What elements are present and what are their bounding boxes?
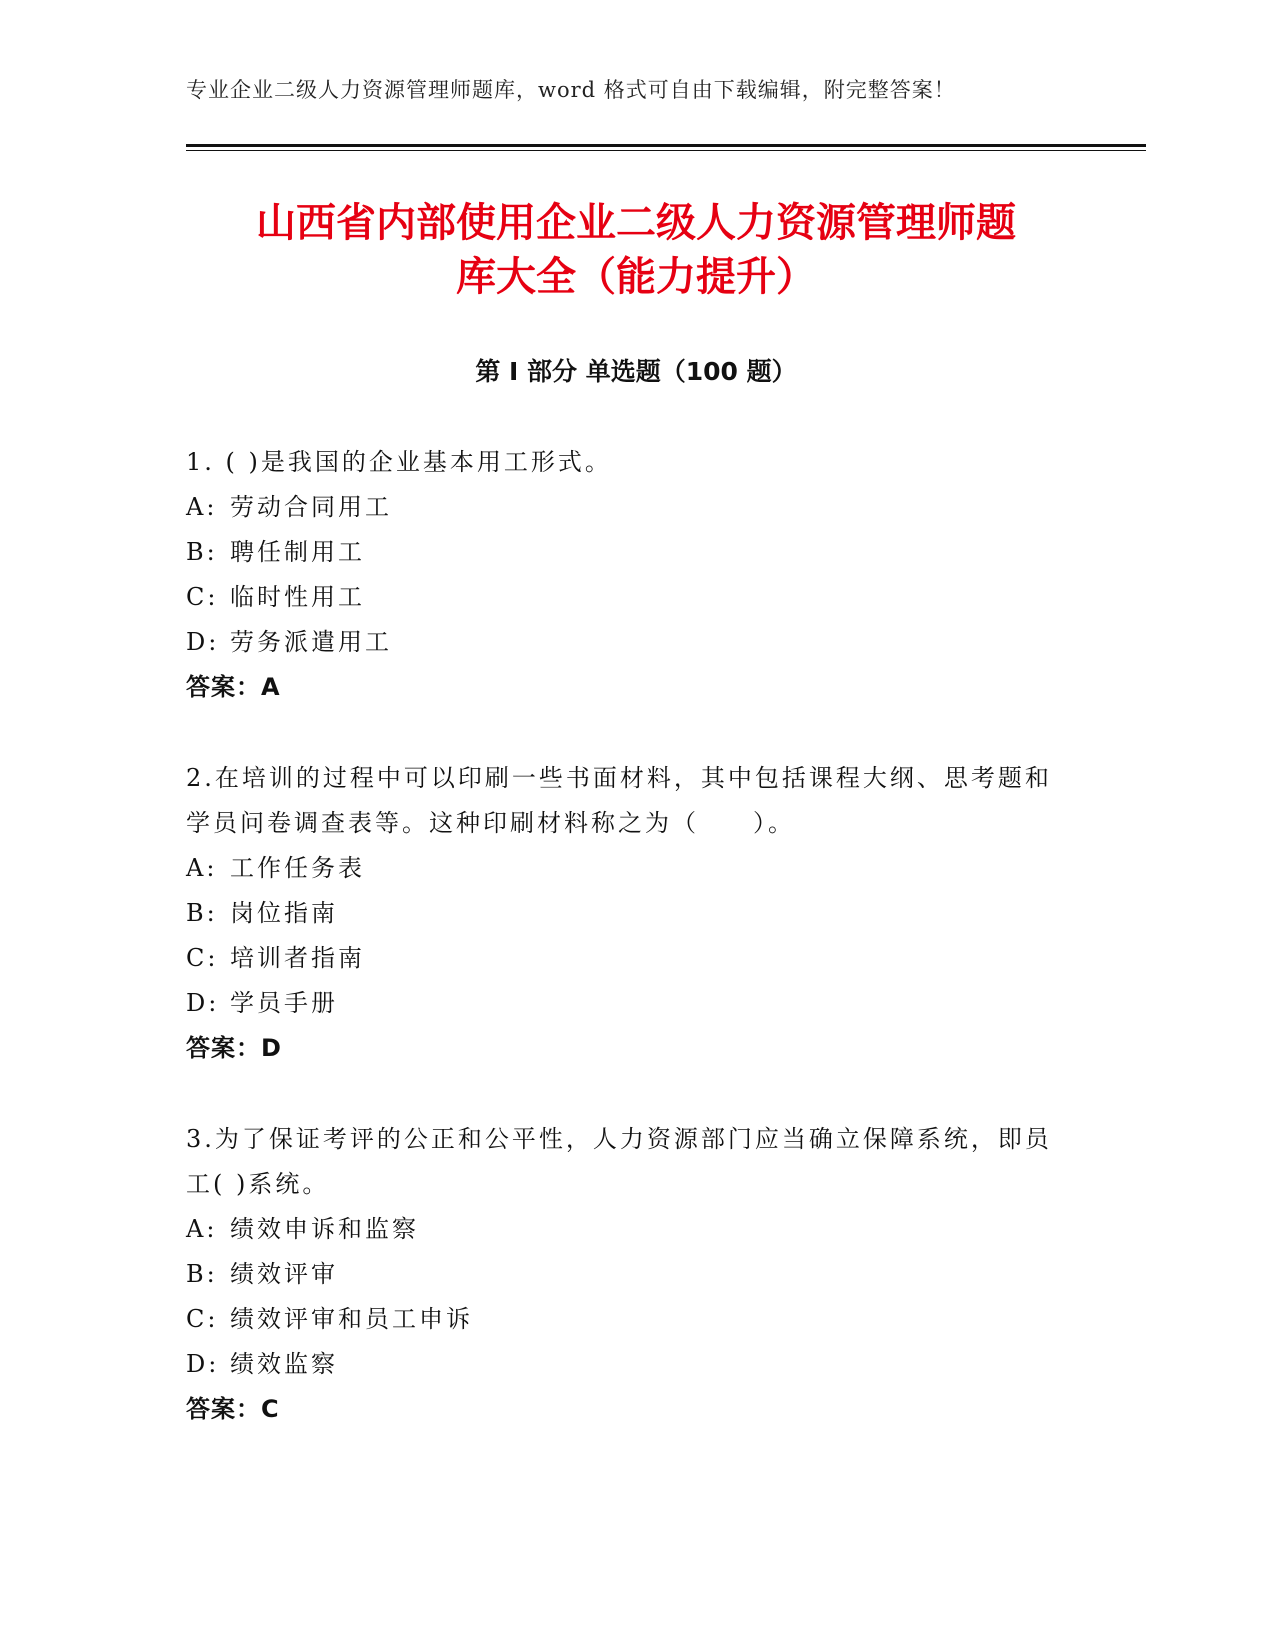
option-a xyxy=(186,485,1066,530)
option-text: 绩效评审和员工申诉 xyxy=(230,1305,473,1333)
answer: 答案：A xyxy=(186,673,281,701)
document-title-line-2: 库大全（能力提升） xyxy=(456,254,816,300)
option-letter: C: xyxy=(186,944,219,972)
question-1 xyxy=(186,440,1066,710)
option-b xyxy=(186,891,1066,936)
option-b xyxy=(186,530,1066,575)
question-list xyxy=(186,440,1066,1478)
option-letter: B: xyxy=(186,899,218,927)
option-text: 培训者指南 xyxy=(230,944,365,972)
option-letter: A: xyxy=(186,1215,218,1243)
option-d xyxy=(186,981,1066,1026)
option-letter: C: xyxy=(186,1305,219,1333)
option-letter: D: xyxy=(186,1350,220,1378)
question-stem: 2.在培训的过程中可以印刷一些书面材料，其中包括课程大纲、思考题和学员问卷调查表等。这种印刷材料称之为（ ）。 xyxy=(186,764,1052,837)
option-letter: D: xyxy=(186,628,220,656)
option-d xyxy=(186,1342,1066,1387)
document-title xyxy=(186,196,1086,304)
option-letter: B: xyxy=(186,1260,218,1288)
question-2 xyxy=(186,756,1066,1071)
option-text: 临时性用工 xyxy=(230,583,365,611)
page-header: 专业企业二级人力资源管理师题库，word 格式可自由下载编辑，附完整答案！ xyxy=(186,78,956,102)
document-title-line-1: 山西省内部使用企业二级人力资源管理师题 xyxy=(256,200,1016,246)
answer: 答案：C xyxy=(186,1395,280,1423)
option-text: 劳务派遣用工 xyxy=(230,628,392,656)
header-rule-thick xyxy=(186,144,1146,147)
header-rule-thin xyxy=(186,150,1146,151)
option-a xyxy=(186,846,1066,891)
answer: 答案：D xyxy=(186,1034,282,1062)
option-text: 工作任务表 xyxy=(230,854,365,882)
option-letter: B: xyxy=(186,538,218,566)
option-c xyxy=(186,575,1066,620)
option-c xyxy=(186,936,1066,981)
option-text: 学员手册 xyxy=(230,989,338,1017)
option-letter: D: xyxy=(186,989,220,1017)
option-text: 岗位指南 xyxy=(230,899,338,927)
question-3 xyxy=(186,1117,1066,1432)
question-stem: 1. ( )是我国的企业基本用工形式。 xyxy=(186,448,612,476)
option-text: 绩效评审 xyxy=(230,1260,338,1288)
option-text: 绩效监察 xyxy=(230,1350,338,1378)
option-text: 绩效申诉和监察 xyxy=(230,1215,419,1243)
option-a xyxy=(186,1207,1066,1252)
option-letter: A: xyxy=(186,854,218,882)
option-text: 聘任制用工 xyxy=(230,538,365,566)
question-stem: 3.为了保证考评的公正和公平性，人力资源部门应当确立保障系统，即员工( )系统。 xyxy=(186,1125,1052,1198)
option-text: 劳动合同用工 xyxy=(230,493,392,521)
option-letter: A: xyxy=(186,493,218,521)
section-title: 第 I 部分 单选题（100 题） xyxy=(475,357,797,386)
option-d xyxy=(186,620,1066,665)
option-c xyxy=(186,1297,1066,1342)
option-letter: C: xyxy=(186,583,219,611)
option-b xyxy=(186,1252,1066,1297)
